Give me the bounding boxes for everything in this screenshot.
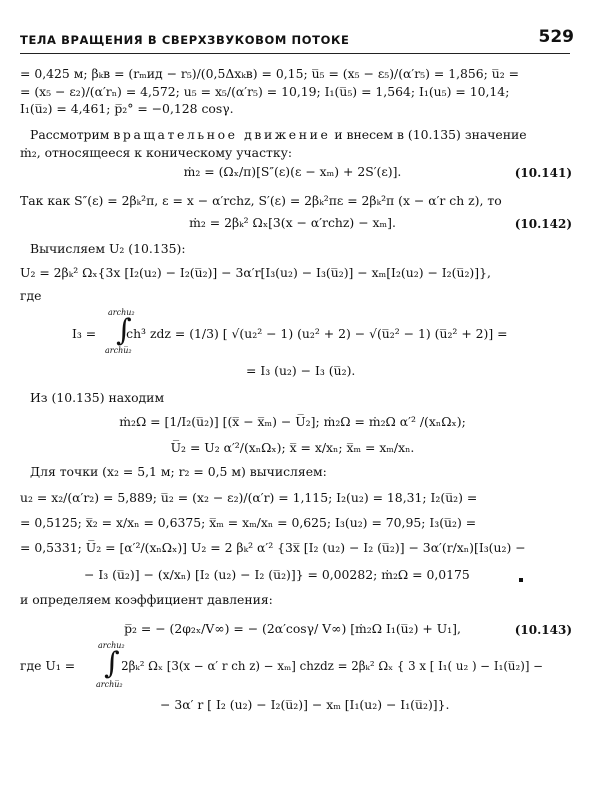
equation-m2omega: ṁ₂Ω = [1/I₂(u̅₂)] [(x̅ − x̅ₘ) − U̅₂]; ṁ₂Ω = ṁ₂Ω α′² /(xₙΩₓ);: [119, 414, 466, 429]
header-rule: [20, 53, 570, 54]
equation-u2-bar: U̅₂ = U₂ α′²/(xₙΩₓ); x̅ = x/xₙ; x̅ₘ = xₘ/xₙ.: [170, 440, 415, 455]
integral-1-sign: ∫: [116, 313, 132, 348]
integral-2-lower-limit: archu̅₂: [96, 680, 123, 689]
equation-i3-lhs: I₃ =: [72, 326, 97, 341]
equation-u1-lhs: где U₁ =: [20, 658, 76, 673]
calc-line-4: − I₃ (u̅₂)] − (x/xₙ) [I₂ (u₂) − I₂ (u̅₂)]} = 0,00282; ṁ₂Ω = 0,0175: [84, 567, 470, 582]
calc-line-2: = 0,5125; x̅₂ = x/xₙ = 0,6375; x̅ₘ = xₘ/xₙ = 0,625; I₃(u₂) = 70,95; I₃(u̅₂) =: [20, 515, 477, 530]
equation-number-142: (10.142): [514, 217, 572, 231]
equation-10-143: p̅₂ = − (2φ₂ₓ/V∞) = − (2α′cosγ/ V∞) [ṁ₂Ω I₁(u̅₂) + U₁],: [124, 621, 461, 636]
equation-u1: [20, 658, 590, 674]
integral-1-lower-limit: archu̅₂: [105, 346, 132, 355]
p1-end: и внесем в (10.135) значение: [334, 127, 527, 142]
text-where: где: [20, 288, 42, 303]
calc-line-1: u₂ = x₂/(α′r₂) = 5,889; u̅₂ = (x₂ − ε₂)/(α′r) = 1,115; I₂(u₂) = 18,31; I₂(u̅₂) =: [20, 490, 478, 505]
margin-mark: [519, 578, 523, 582]
equation-number-143: (10.143): [514, 623, 572, 637]
page-number: 529: [538, 27, 574, 47]
text-line-compute-u2: Вычисляем U₂ (10.135):: [30, 241, 186, 256]
calc-line-3: = 0,5331; U̅₂ = [α′²/(xₙΩₓ)] U₂ = 2 βₖ² α′² {3x̅ [I₂ (u₂) − I₂ (u̅₂)] − 3α′(r/xₙ)[I₃(u₂) −: [20, 540, 526, 555]
text-pressure-coeff: и определяем коэффициент давления:: [20, 592, 273, 607]
text-line-2: = (x₅ − ε₂)/(α′rₙ) = 4,572; u₅ = x₅/(α′r₅) = 10,19; I₁(u̅₅) = 1,564; I₁(u₅) = 10,14;: [20, 84, 510, 99]
integral-1-upper-limit: archu₂: [108, 308, 135, 317]
p1-emphasis: вращательное движение: [113, 127, 331, 142]
text-line-1: = 0,425 м; βₖв = (rₘид − r₅)/(0,5Δxₖв) = 0,15; u̅₅ = (x₅ − ε₅)/(α′r₅) = 1,856; u̅₂ =: [20, 66, 520, 81]
text-line-conic: ṁ₂, относящееся к коническому участку:: [20, 145, 293, 160]
equation-u1-rhs: 2βₖ² Ωₓ [3(x − α′ r ch z) − xₘ] chzdz = 2βₖ² Ωₓ { 3 x [ I₁( u₂ ) − I₁(u̅₂)] −: [121, 659, 544, 673]
equation-10-142: ṁ₂ = 2βₖ² Ωₓ[3(x − α′rchz) − xₘ].: [189, 215, 396, 230]
text-for-point: Для точки (x₂ = 5,1 м; r₂ = 0,5 м) вычисляем:: [30, 464, 327, 479]
running-header: [20, 27, 580, 53]
equation-number-141: (10.141): [514, 166, 572, 180]
integral-2-upper-limit: archu₂: [98, 641, 125, 650]
equation-i3-rhs: ch³ zdz = (1/3) [ √(u₂² − 1) (u₂² + 2) − √(u̅₂² − 1) (u̅₂² + 2)] =: [126, 326, 508, 341]
text-line-3: I₁(u̅₂) = 4,461; p̅₂° = −0,128 cosγ.: [20, 101, 234, 116]
equation-i3: [72, 326, 592, 342]
p1-start: Рассмотрим: [30, 127, 110, 142]
text-from-10-135: Из (10.135) находим: [30, 390, 165, 405]
paragraph-rotational: [30, 127, 590, 143]
equation-u1-continued: − 3α′ r [ I₂ (u₂) − I₂(u̅₂)] − xₘ [I₁(u₂) − I₁(u̅₂)]}.: [160, 697, 450, 712]
header-title: ТЕЛА ВРАЩЕНИЯ В СВЕРХЗВУКОВОМ ПОТОКЕ: [20, 33, 350, 47]
equation-10-141: ṁ₂ = (Ωₓ/π)[S″(ε)(ε − xₘ) + 2S′(ε)].: [183, 164, 402, 179]
text-line-since: Так как S″(ε) = 2βₖ²π, ε = x − α′rchz, S′(ε) = 2βₖ²πε = 2βₖ²π (x − α′r ch z), то: [20, 193, 502, 208]
integral-2-sign: ∫: [104, 646, 120, 681]
equation-i3-result: = I₃ (u₂) − I₃ (u̅₂).: [246, 363, 356, 378]
equation-u2: U₂ = 2βₖ² Ωₓ{3x [I₂(u₂) − I₂(u̅₂)] − 3α′r[I₃(u₂) − I₃(u̅₂)] − xₘ[I₂(u₂) − I₂(u̅₂)]},: [20, 265, 491, 280]
